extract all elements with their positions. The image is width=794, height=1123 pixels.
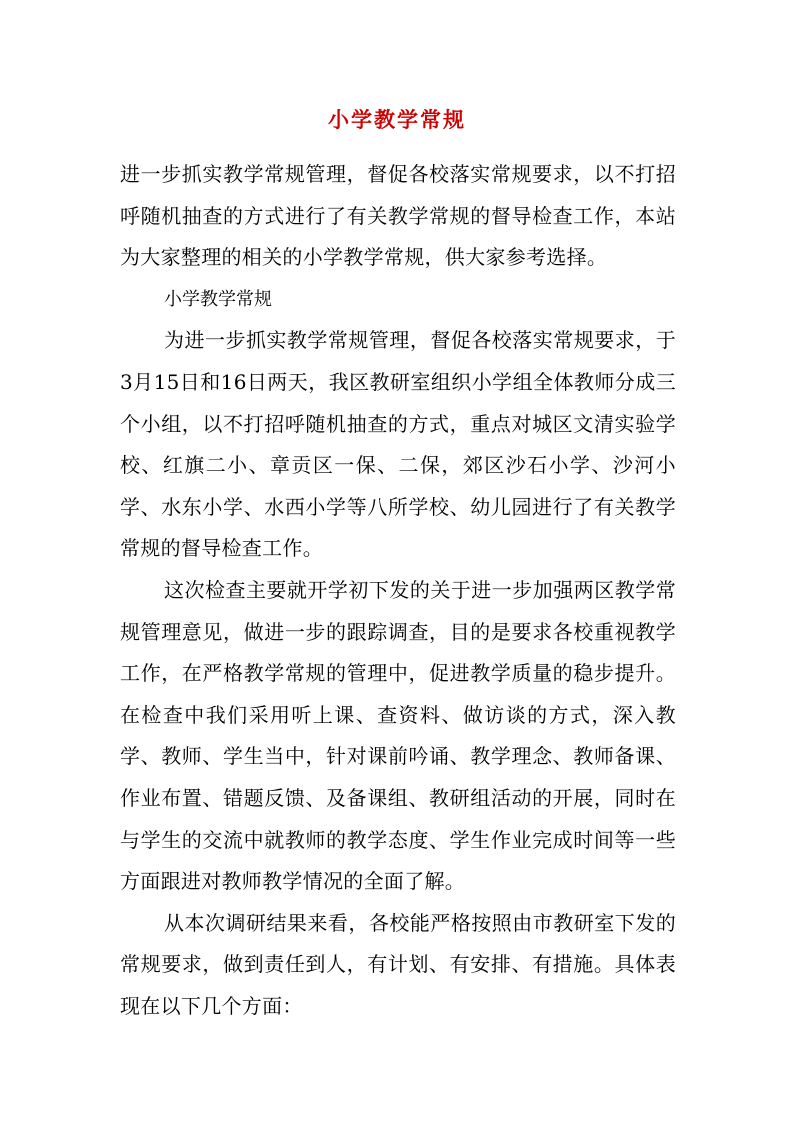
intro-paragraph: 进一步抓实教学常规管理，督促各校落实常规要求，以不打招呼随机抽查的方式进行了有关教学常规的督导检查工作，本站为大家整理的相关的小学教学常规，供大家参考选择。 bbox=[120, 162, 676, 270]
document-title: 小学教学常规 bbox=[328, 107, 466, 132]
body-paragraph-2: 这次检查主要就开学初下发的关于进一步加强两区教学常规管理意见，做进一步的跟踪调查，目的是要求各校重视教学工作，在严格教学常规的管理中，促进教学质量的稳步提升。在检查中我们采用听上课、查资料、做访谈的方式，深入教学、教师、学生当中，针对课前吟诵、教学理念、教师备课、作业布置、错题反馈、及备课组、教研组活动的开展，同时在与学生的交流中就教师的教学态度、学生作业完成时间等一些方面跟进对教师教学情况的全面了解。 bbox=[120, 577, 676, 894]
body-paragraph-1: 为进一步抓实教学常规管理，督促各校落实常规要求，于3月15日和16日两天，我区教研室组织小学组全体教师分成三个小组，以不打招呼随机抽查的方式，重点对城区文清实验学校、红旗二小、章贡区一保、二保，郊区沙石小学、沙河小学、水东小学、水西小学等八所学校、幼儿园进行了有关教学常规的督导检查工作。 bbox=[120, 328, 676, 561]
document-body bbox=[120, 154, 676, 1027]
body-paragraph-3: 从本次调研结果来看，各校能严格按照由市教研室下发的常规要求，做到责任到人，有计划、有安排、有措施。具体表现在以下几个方面： bbox=[120, 910, 676, 1018]
section-heading: 小学教学常规 bbox=[164, 288, 272, 310]
